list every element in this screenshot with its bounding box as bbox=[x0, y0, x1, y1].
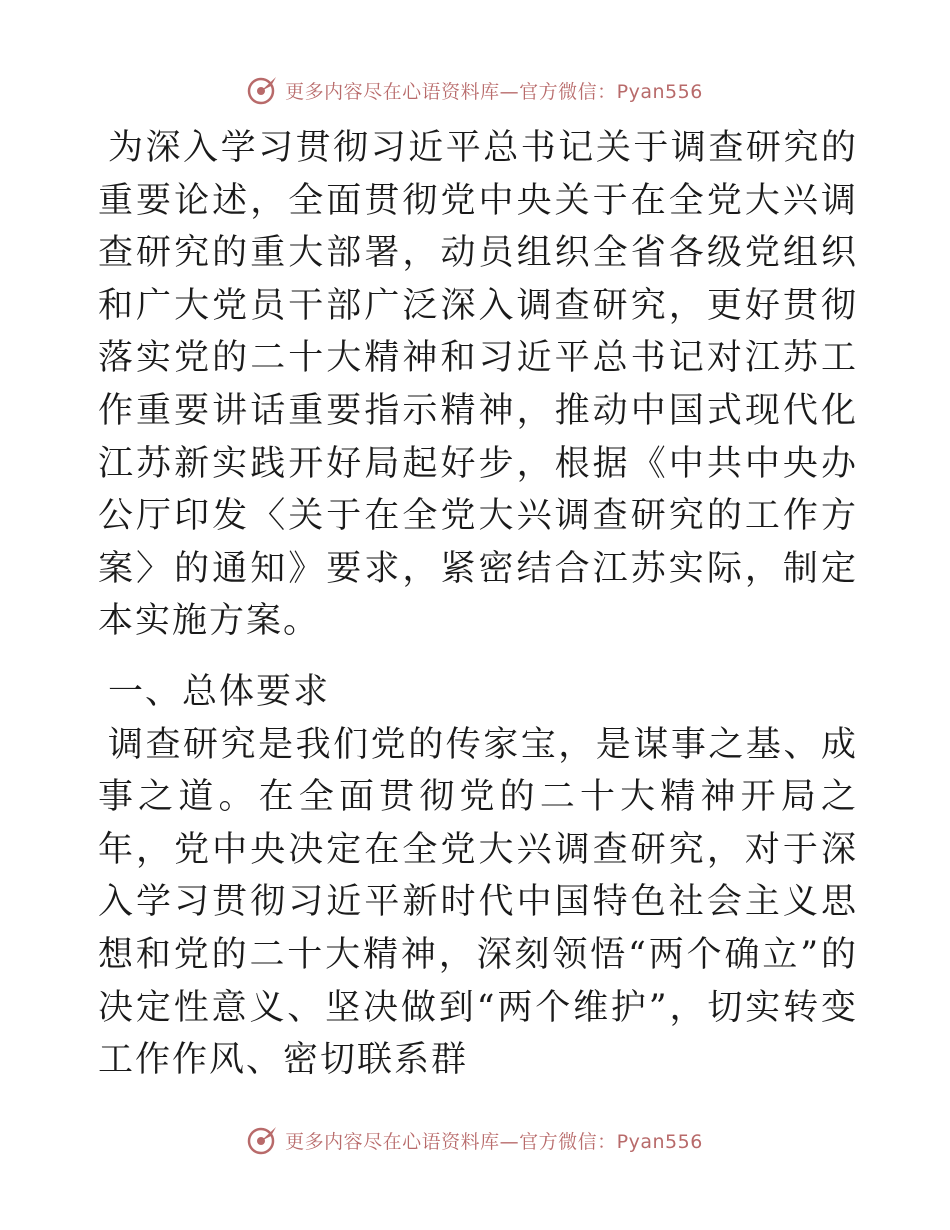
section-heading: 一、总体要求 bbox=[108, 671, 331, 712]
watermark-header bbox=[0, 70, 950, 110]
watermark-text: 更多内容尽在心语资料库—官方微信：Pyan556 bbox=[285, 1130, 703, 1153]
quill-circle-icon bbox=[247, 1124, 279, 1156]
intro-paragraph: 为深入学习贯彻习近平总书记关于调查研究的重要论述，全面贯彻党中央关于在全党大兴调查研究的重大部署，动员组织全省各级党组织和广大党员干部广泛深入调查研究，更好贯彻落实党的二十大精神和习近平总书记对江苏工作重要讲话重要指示精神，推动中国式现代化江苏新实践开好局起好步，根据《中共中央办公厅印发〈关于在全党大兴调查研究的工作方案〉的通知》要求，紧密结合江苏实际，制定本实施方案。 bbox=[98, 128, 858, 642]
document-body bbox=[98, 122, 858, 1087]
watermark-text: 更多内容尽在心语资料库—官方微信：Pyan556 bbox=[285, 80, 703, 103]
section-paragraph: 调查研究是我们党的传家宝，是谋事之基、成事之道。在全面贯彻党的二十大精神开局之年，党中央决定在全党大兴调查研究，对于深入学习贯彻习近平新时代中国特色社会主义思想和党的二十大精神，深刻领悟“两个确立”的决定性意义、坚决做到“两个维护”，切实转变工作作风、密切联系群 bbox=[98, 724, 858, 1081]
watermark-footer bbox=[0, 1120, 950, 1160]
quill-circle-icon bbox=[247, 74, 279, 106]
